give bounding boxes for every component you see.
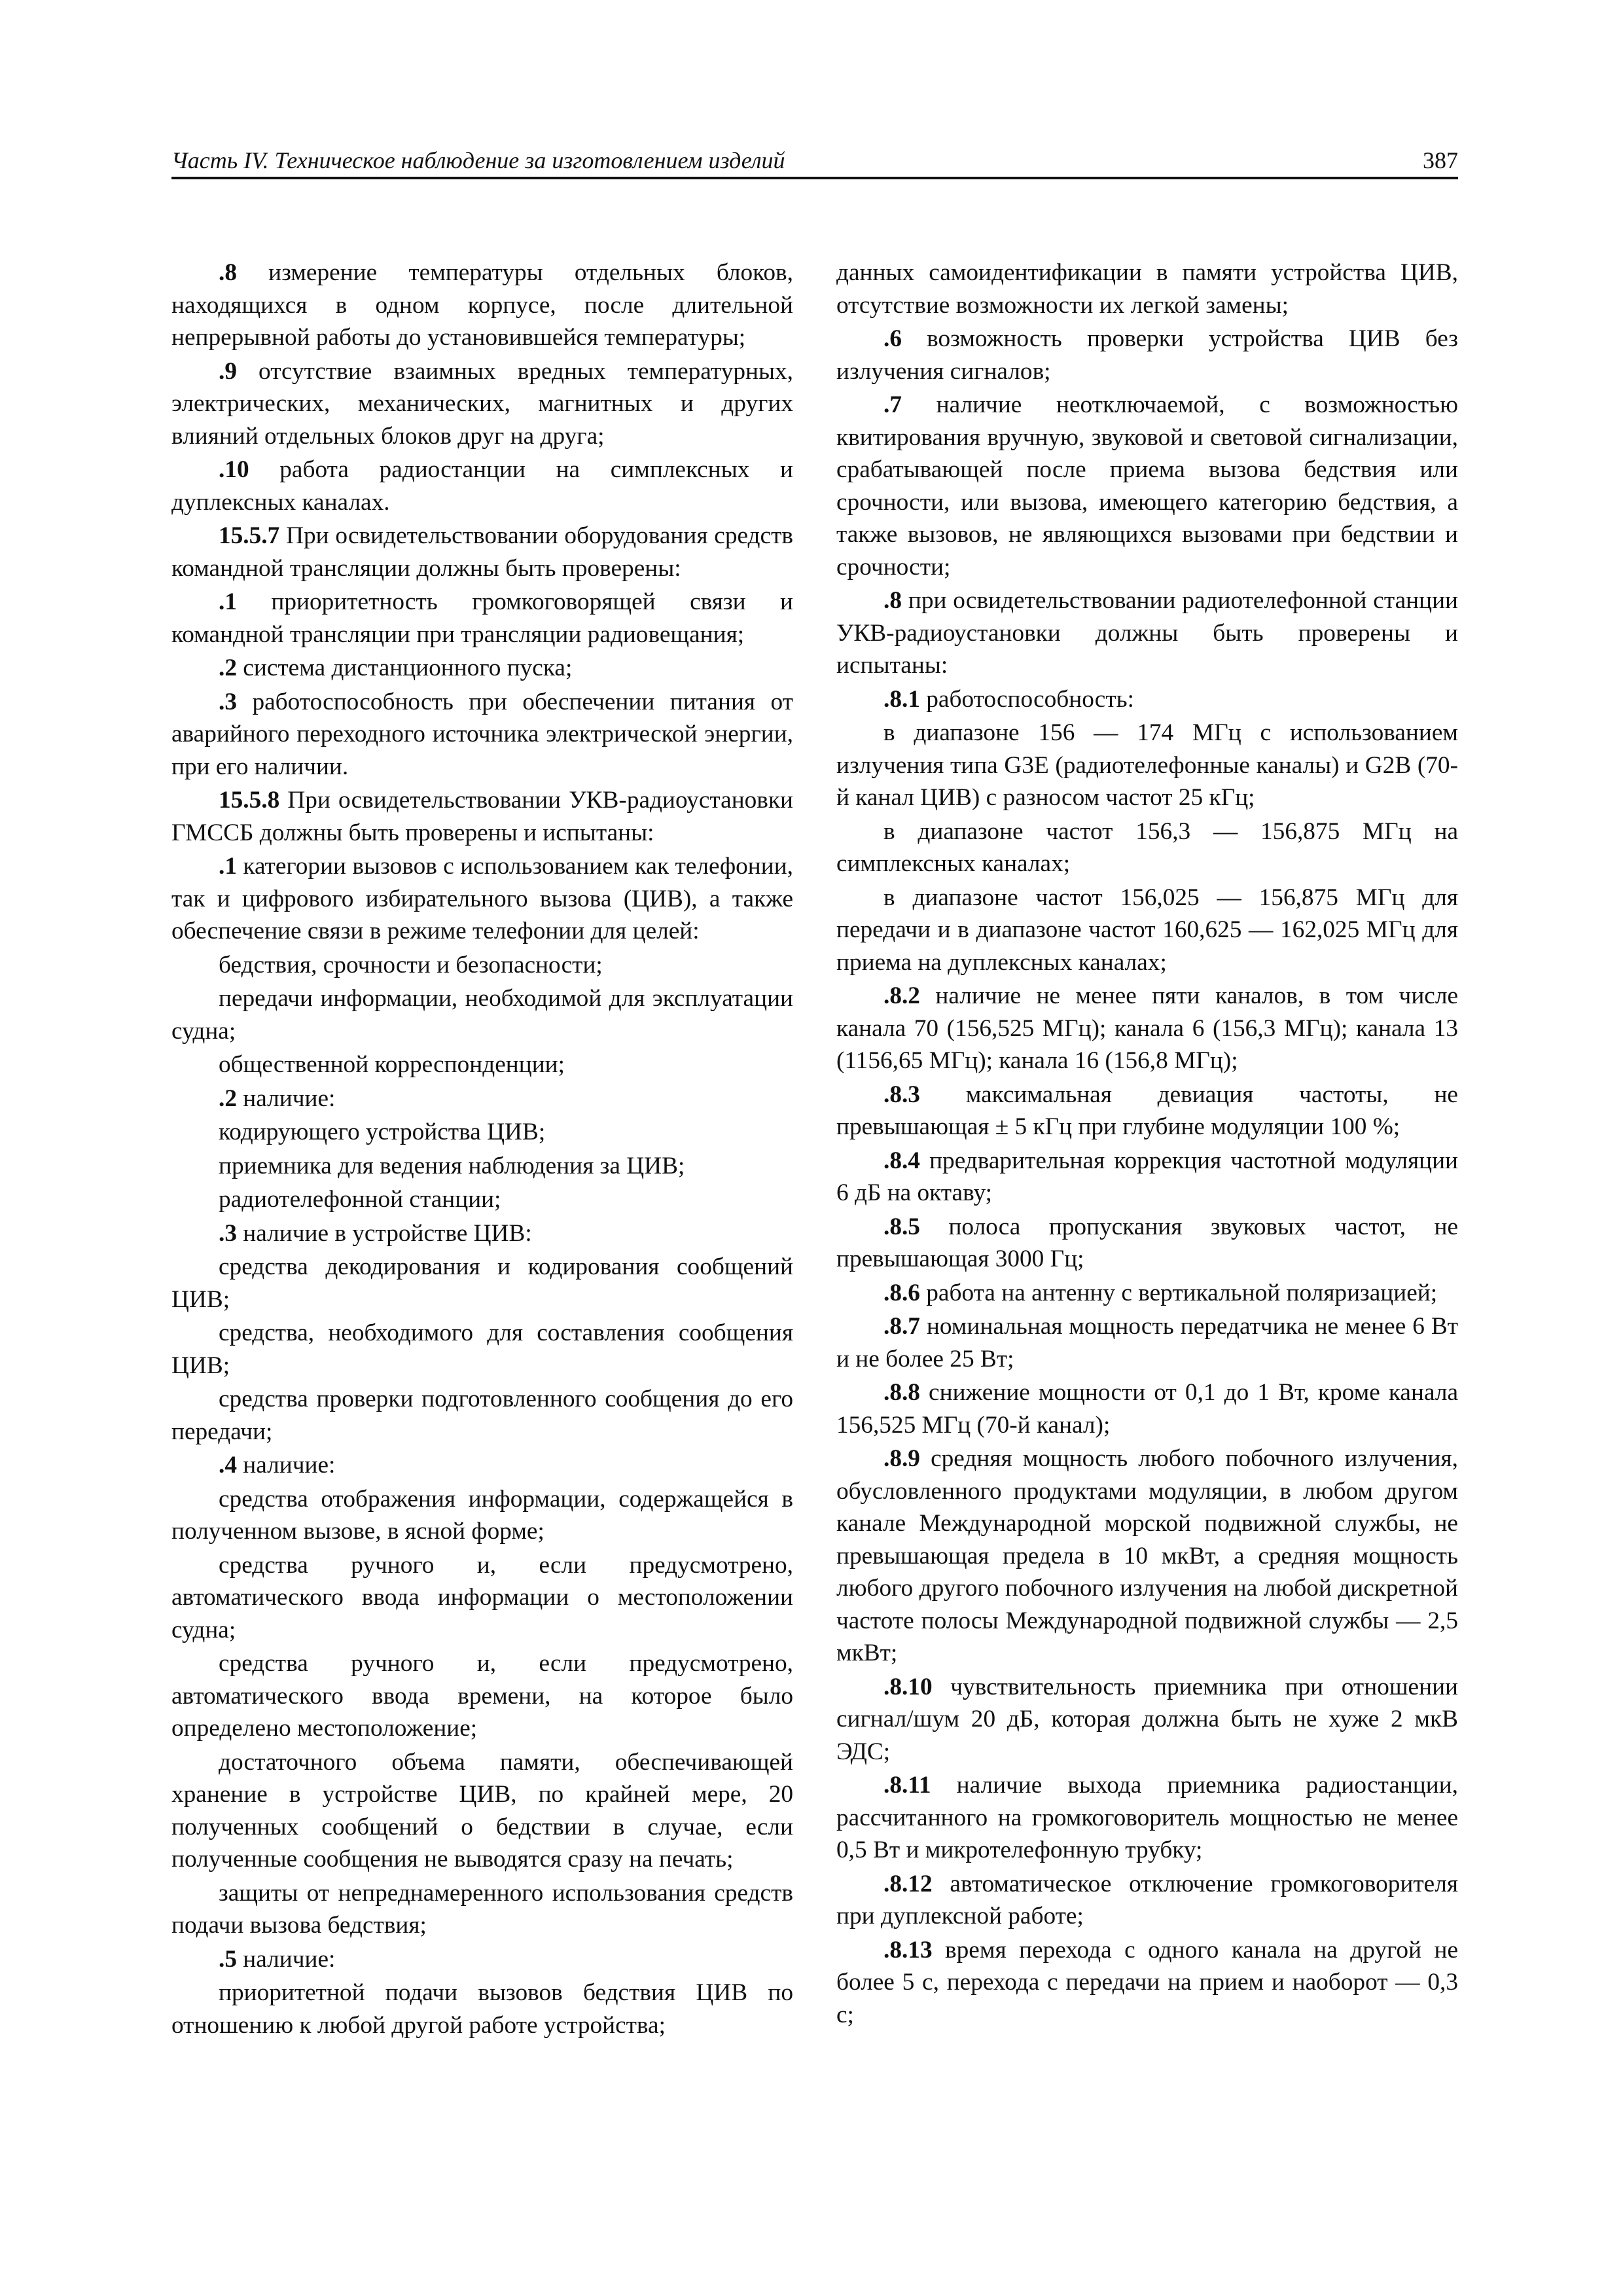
- paragraph: [836, 1079, 1458, 1143]
- paragraph: [836, 1145, 1458, 1210]
- paragraph-text: наличие:: [236, 1085, 336, 1112]
- paragraph-text: время перехода с одного канала на другой не более 5 с, перехода с передачи на прием и наоборот — 0,3 с;: [836, 1936, 1458, 2028]
- paragraph: [171, 454, 793, 518]
- paragraph: [836, 1277, 1458, 1310]
- paragraph-text: приоритетность громкоговорящей связи и командной трансляции при трансляции радиовещания;: [171, 588, 793, 648]
- paragraph-text: отсутствие взаимных вредных температурных, электрических, механических, магнитных и других влияний отдельных блоков друг на друга;: [171, 357, 793, 450]
- paragraph-text: средства отображения информации, содержащейся в полученном вызове, в ясной форме;: [171, 1485, 793, 1545]
- paragraph-text: защиты от непреднамеренного использования средств подачи вызова бедствия;: [171, 1879, 793, 1939]
- paragraph-text: данных самоидентификации в памяти устройства ЦИВ, отсутствие возможности их легкой замены;: [836, 259, 1458, 319]
- paragraph-text: автоматическое отключение громкоговорителя при дуплексной работе;: [836, 1870, 1458, 1929]
- paragraph: [836, 882, 1458, 979]
- clause-number: .8.1: [883, 685, 920, 713]
- clause-number: .3: [219, 688, 237, 715]
- paragraph-text: общественной корреспонденции;: [219, 1051, 565, 1078]
- paragraph-text: наличие не менее пяти каналов, в том числе канала 70 (156,525 МГц); канала 6 (156,3 МГц); канала 13 (1156,65 МГц); канала 16 (156,8 МГц);: [836, 982, 1458, 1074]
- paragraph: [836, 584, 1458, 682]
- paragraph-text: средняя мощность любого побочного излучения, обусловленного продуктами модуляции, в любом другом канале Международной морской подвижной службы, не превышающая предела в 10 мкВт, а средняя мощность любого другого побочного излучения на любой дискретной частоте полосы Международной подвижной службы — 2,5 мкВт;: [836, 1445, 1458, 1666]
- paragraph-text: радиотелефонной станции;: [219, 1186, 501, 1213]
- paragraph: [836, 1310, 1458, 1375]
- paragraph: [836, 1934, 1458, 2032]
- paragraph-text: При освидетельствовании УКВ-радиоустановки ГМССБ должны быть проверены и испытаны:: [171, 787, 793, 846]
- paragraph-text: бедствия, срочности и безопасности;: [219, 951, 603, 978]
- clause-number: .8.7: [883, 1313, 920, 1340]
- clause-number: .8.12: [883, 1870, 933, 1897]
- paragraph: [836, 1769, 1458, 1867]
- paragraph: [836, 1211, 1458, 1276]
- clause-number: .9: [219, 357, 237, 385]
- clause-number: .8.2: [883, 982, 920, 1009]
- clause-number: .4: [219, 1452, 237, 1479]
- clause-number: .8.11: [883, 1772, 931, 1799]
- left-column: [171, 257, 793, 2043]
- clause-number: .8.3: [883, 1081, 920, 1108]
- paragraph-text: в диапазоне 156 — 174 МГц с использованием излучения типа G3E (радиотелефонные каналы) и G2B (70-й канал ЦИВ) с разносом частот 25 кГц;: [836, 719, 1458, 811]
- clause-number: .8: [219, 259, 237, 286]
- paragraph-text: наличие выхода приемника радиостанции, рассчитанного на громкоговоритель мощностью не менее 0,5 Вт и микротелефонную трубку;: [836, 1772, 1458, 1863]
- paragraph-text: при освидетельствовании радиотелефонной станции УКВ-радиоустановки должны быть проверены и испытаны:: [836, 587, 1458, 679]
- paragraph: [171, 982, 793, 1047]
- clause-number: .6: [883, 325, 902, 352]
- paragraph: [171, 1317, 793, 1382]
- paragraph-text: приоритетной подачи вызовов бедствия ЦИВ по отношению к любой другой работе устройства;: [171, 1979, 793, 2039]
- paragraph: [836, 1443, 1458, 1670]
- right-column: [836, 257, 1458, 2032]
- paragraph: [171, 1183, 793, 1216]
- paragraph-text: снижение мощности от 0,1 до 1 Вт, кроме канала 156,525 МГц (70-й канал);: [836, 1379, 1458, 1439]
- clause-number: .1: [219, 853, 237, 880]
- running-header: [171, 139, 1458, 179]
- paragraph: [171, 520, 793, 584]
- clause-number: .1: [219, 588, 237, 615]
- paragraph-text: работоспособность:: [919, 685, 1135, 713]
- paragraph-text: категории вызовов с использованием как телефонии, так и цифрового избирательного вызова (ЦИВ), а также обеспечение связи в режиме телефонии для целей:: [171, 853, 793, 944]
- paragraph-text: измерение температуры отдельных блоков, находящихся в одном корпусе, после длительной непрерывной работы до установившейся температуры;: [171, 259, 793, 351]
- clause-number: .8.13: [883, 1936, 933, 1964]
- clause-number: .5: [219, 1945, 237, 1973]
- paragraph-text: в диапазоне частот 156,3 — 156,875 МГц на симплексных каналах;: [836, 817, 1458, 877]
- clause-number: .3: [219, 1219, 237, 1247]
- paragraph: [836, 816, 1458, 880]
- clause-number: .8: [883, 587, 902, 614]
- paragraph-text: работа на антенну с вертикальной поляризацией;: [919, 1279, 1438, 1306]
- clause-number: .8.9: [883, 1445, 920, 1472]
- paragraph: [171, 257, 793, 354]
- paragraph: [171, 1217, 793, 1250]
- paragraph-text: в диапазоне частот 156,025 — 156,875 МГц для передачи и в диапазоне частот 160,625 — 162,025 МГц для приема на дуплексных каналах;: [836, 884, 1458, 976]
- paragraph: [171, 1251, 793, 1316]
- paragraph: [171, 784, 793, 849]
- paragraph-text: приемника для ведения наблюдения за ЦИВ;: [219, 1152, 685, 1179]
- page-number: 387: [1423, 147, 1458, 173]
- clause-number: .8.10: [883, 1673, 933, 1700]
- paragraph: [171, 586, 793, 651]
- paragraph-text: номинальная мощность передатчика не менее 6 Вт и не более 25 Вт;: [836, 1313, 1458, 1372]
- clause-number: .10: [219, 456, 249, 483]
- paragraph: [836, 683, 1458, 716]
- paragraph: [171, 949, 793, 982]
- paragraph-text: кодирующего устройства ЦИВ;: [219, 1119, 546, 1145]
- paragraph: [171, 1049, 793, 1081]
- paragraph-text: средства ручного и, если предусмотрено, автоматического ввода информации о местоположении судна;: [171, 1551, 793, 1643]
- paragraph: [171, 1150, 793, 1183]
- paragraph: [836, 1868, 1458, 1933]
- paragraph-text: полоса пропускания звуковых частот, не превышающая 3000 Гц;: [836, 1213, 1458, 1272]
- paragraph: [836, 1376, 1458, 1441]
- paragraph-text: система дистанционного пуска;: [236, 655, 573, 681]
- paragraph-text: предварительная коррекция частотной модуляции 6 дБ на октаву;: [836, 1147, 1458, 1206]
- paragraph-text: наличие неотключаемой, с возможностью квитирования вручную, звуковой и световой сигнализации, срабатывающей после приема вызова бедствия или срочности, или вызова, имеющего категорию бедствия, а также вызовов, не являющихся вызовами при бедствии и срочности;: [836, 391, 1458, 581]
- clause-number: 15.5.8: [219, 787, 280, 814]
- paragraph-text: наличие:: [236, 1945, 336, 1973]
- clause-number: .8.5: [883, 1213, 920, 1240]
- paragraph: [171, 1647, 793, 1745]
- clause-number: .2: [219, 1085, 237, 1112]
- header-title: Часть IV. Техническое наблюдение за изготовлением изделий: [171, 147, 785, 173]
- paragraph: [171, 1083, 793, 1115]
- paragraph-text: работа радиостанции на симплексных и дуплексных каналах.: [171, 456, 793, 516]
- paragraph: [836, 323, 1458, 387]
- paragraph: [171, 1877, 793, 1942]
- clause-number: 15.5.7: [219, 522, 280, 549]
- paragraph-text: наличие:: [236, 1452, 336, 1479]
- paragraph: [171, 1116, 793, 1149]
- paragraph-text: передачи информации, необходимой для эксплуатации судна;: [171, 985, 793, 1045]
- paragraph: [171, 1977, 793, 2041]
- paragraph-text: чувствительность приемника при отношении сигнал/шум 20 дБ, которая должна быть не хуже 2 мкВ ЭДС;: [836, 1673, 1458, 1765]
- paragraph-text: максимальная девиация частоты, не превышающая ± 5 кГц при глубине модуляции 100 %;: [836, 1081, 1458, 1140]
- paragraph: [836, 1671, 1458, 1768]
- clause-number: .2: [219, 655, 237, 681]
- clause-number: .7: [883, 391, 902, 418]
- paragraph-text: средства декодирования и кодирования сообщений ЦИВ;: [171, 1253, 793, 1313]
- paragraph-text: средства, необходимого для составления сообщения ЦИВ;: [171, 1319, 793, 1379]
- paragraph: [171, 850, 793, 948]
- paragraph-text: возможность проверки устройства ЦИВ без излучения сигналов;: [836, 325, 1458, 385]
- paragraph: [836, 980, 1458, 1077]
- paragraph: [171, 1483, 793, 1548]
- paragraph: [171, 1746, 793, 1876]
- paragraph-text: достаточного объема памяти, обеспечивающей хранение в устройстве ЦИВ, по крайней мере, 20 полученных сообщений о бедствии в случае, если полученные сообщения не выводятся сразу на печать;: [171, 1748, 793, 1873]
- paragraph: [171, 652, 793, 685]
- paragraph: [171, 1549, 793, 1647]
- paragraph-text: средства ручного и, если предусмотрено, автоматического ввода времени, на которое было определено местоположение;: [171, 1650, 793, 1742]
- paragraph-text: работоспособность при обеспечении питания от аварийного переходного источника электрической энергии, при его наличии.: [171, 688, 793, 780]
- paragraph: [836, 257, 1458, 321]
- paragraph: [171, 686, 793, 783]
- paragraph: [171, 355, 793, 453]
- paragraph: [836, 717, 1458, 814]
- paragraph: [171, 1449, 793, 1482]
- paragraph-text: наличие в устройстве ЦИВ:: [236, 1219, 532, 1247]
- paragraph-text: При освидетельствовании оборудования средств командной трансляции должны быть проверены:: [171, 522, 793, 582]
- clause-number: .8.6: [883, 1279, 920, 1306]
- paragraph-text: средства проверки подготовленного сообщения до его передачи;: [171, 1386, 793, 1445]
- paragraph: [171, 1943, 793, 1976]
- clause-number: .8.4: [883, 1147, 920, 1174]
- paragraph: [171, 1383, 793, 1448]
- clause-number: .8.8: [883, 1379, 920, 1406]
- paragraph: [836, 389, 1458, 583]
